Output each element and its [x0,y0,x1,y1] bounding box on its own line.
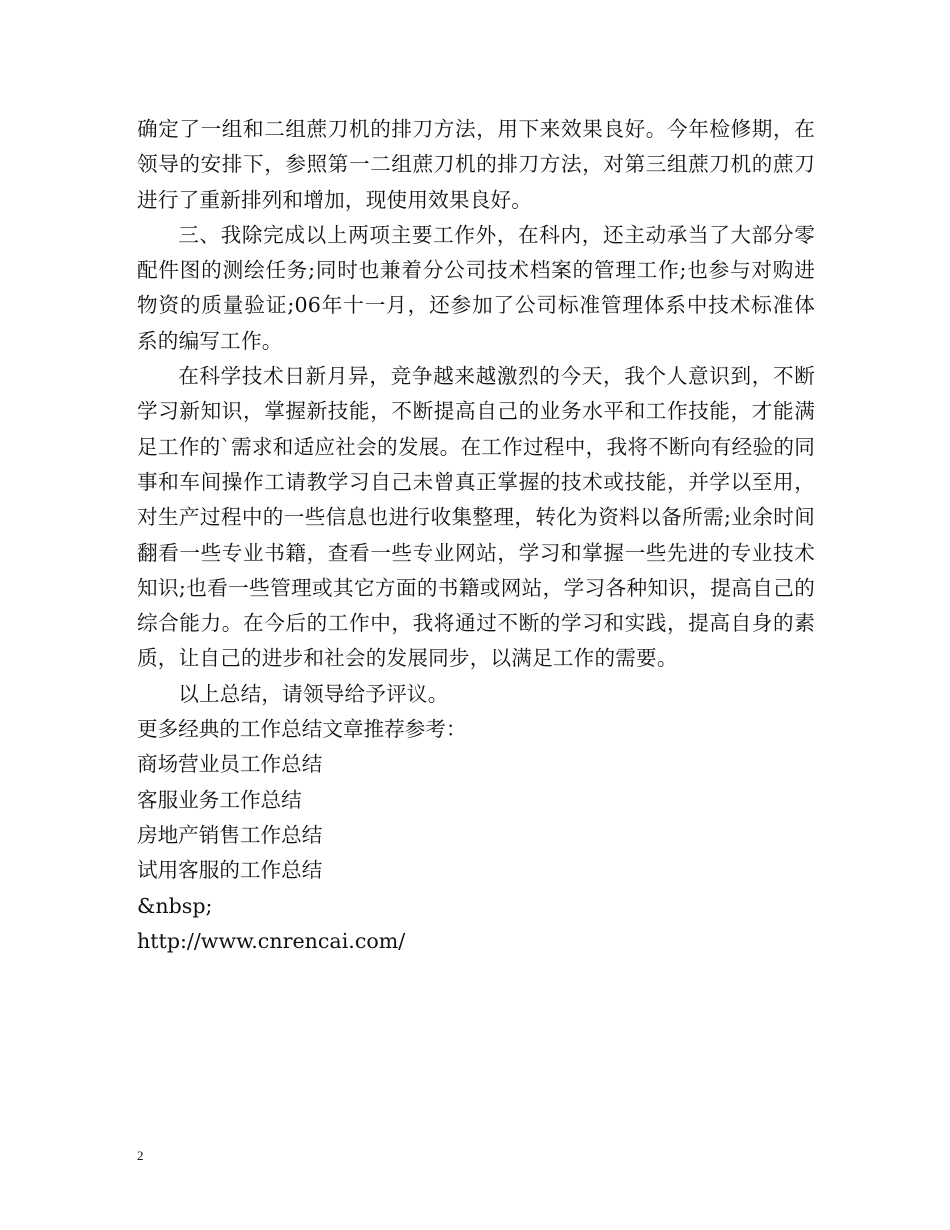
recommend-heading: 更多经典的工作总结文章推荐参考： [137,717,467,742]
recommend-link[interactable]: 试用客服的工作总结 [137,858,323,883]
recommend-link[interactable]: 商场营业员工作总结 [137,752,323,777]
paragraph-2: 三、我除完成以上两项主要工作外，在科内，还主动承当了大部分零配件图的测绘任务;同时也兼着分公司技术档案的管理工作;也参与对购进物资的质量验证;06年十一月，还参加了公司标准管理体系中技术标准体系的编写工作。 [137,222,815,353]
recommend-link[interactable]: 房地产销售工作总结 [137,822,323,847]
source-url[interactable]: http://www.cnrencai.com/ [137,928,406,953]
paragraph-3: 在科学技术日新月异，竞争越来越激烈的今天，我个人意识到，不断学习新知识，掌握新技能，不断提高自己的业务水平和工作技能，才能满足工作的`需求和适应社会的发展。在工作过程中，我将不断向有经验的同事和车间操作工请教学习自己未曾真正掌握的技术或技能，并学以至用，对生产过程中的一些信息也进行收集整理，转化为资料以备所需;业余时间翻看一些专业书籍，查看一些专业网站，学习和掌握一些先进的专业技术知识;也看一些管理或其它方面的书籍或网站，学习各种知识，提高自己的综合能力。在今后的工作中，我将通过不断的学习和实践，提高自身的素质，让自己的进步和社会的发展同步，以满足工作的需要。 [137,364,815,671]
document-body [137,112,815,959]
page-number: 2 [137,1148,144,1163]
paragraph-1: 确定了一组和二组蔗刀机的排刀方法，用下来效果良好。今年检修期，在领导的安排下，参照第一二组蔗刀机的排刀方法，对第三组蔗刀机的蔗刀进行了重新排列和增加，现使用效果良好。 [137,117,815,212]
recommend-link[interactable]: 客服业务工作总结 [137,787,302,812]
nbsp-text: &nbsp; [137,893,213,918]
recommend-list [137,747,815,888]
paragraph-4: 以上总结，请领导给予评议。 [178,681,449,706]
